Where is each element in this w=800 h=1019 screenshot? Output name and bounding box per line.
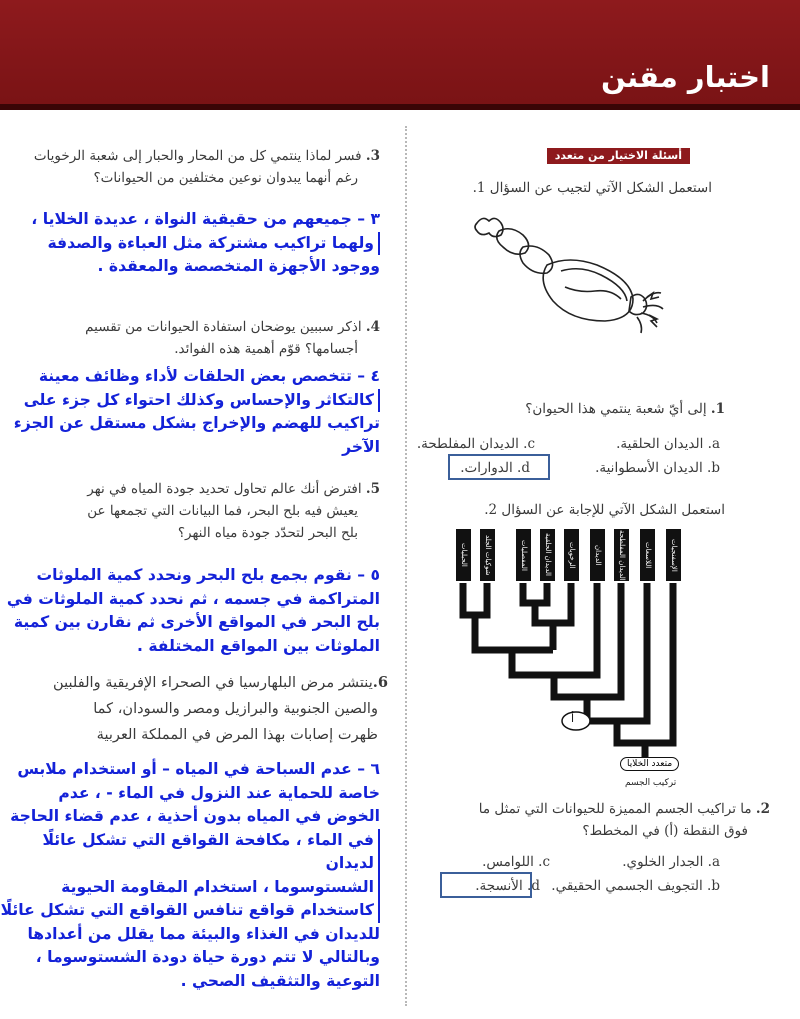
cladogram-tree: [450, 525, 700, 790]
question-text-cont: بلح البحر لتحدّد جودة مياه النهر؟: [177, 525, 358, 541]
option-b[interactable]: b. الديدان الأسطوانية.: [595, 460, 720, 476]
answer-line: ٤ – تتخصص بعض الحلقات لأداء وظائف معينة: [38, 367, 380, 385]
option-a[interactable]: a. الديدان الحلقية.: [616, 436, 720, 452]
clado-label-roundworms: الديدان: [590, 529, 605, 581]
point-a-label: أ: [571, 712, 575, 725]
node-label: متعدد الخلايا: [620, 757, 679, 771]
question-text: ينتشر مرض البلهارسيا في الصحراء الإفريقية والفلبين: [52, 674, 373, 691]
question-text-cont: فوق النقطة (أ) في المخطط؟: [582, 823, 748, 839]
answer-line: وبالتالي لا تتم دورة حياة دودة الشستوسوما ،: [35, 948, 380, 966]
answer-line: الآخر: [342, 437, 380, 456]
clado-label-cnidarians: اللاسعات: [640, 529, 655, 581]
answer-line: بلح البحر في المواقع الأخرى ثم نقارن بين كمية: [13, 613, 380, 631]
answer-line: الشستوسوما ، استخدام المقاومة الحيوية: [0, 876, 380, 900]
clado-label-echinoderms: شوكيات الجلد: [480, 529, 495, 581]
question-number: 5.: [365, 481, 380, 497]
instruction-q2: استعمل الشكل الآتي للإجابة عن السؤال 2.: [484, 502, 725, 518]
clado-label-chordates: الحبليات: [456, 529, 471, 581]
question-4: [10, 316, 380, 360]
answer-line: للديدان في الغذاء والبيئة مما يقلل من أعدادها: [27, 924, 380, 943]
question-2: [380, 798, 770, 842]
section-badge: أسئلة الاختيار من متعدد: [547, 148, 690, 164]
answer-line: ٣ – جميعهم من حقيقية النواة ، عديدة الخلايا ،: [31, 210, 380, 228]
header-underline: [0, 104, 800, 110]
rotifer-toe: [475, 218, 503, 236]
question-3: [10, 145, 380, 189]
cladogram: [450, 525, 700, 790]
question-text: افترض أنك عالم تحاول تحديد جودة المياه في نهر: [87, 481, 362, 497]
question-text: ما تراكيب الجسم المميزة للحيوانات التي تمثل ما: [478, 801, 752, 817]
question-number: 4.: [365, 319, 380, 335]
answer-line: كاستخدام قواقع تنافس القواقع التي تشكل عائلًا: [0, 899, 380, 923]
rotifer-illustration: [465, 205, 685, 345]
question-6: [8, 670, 388, 748]
answer-line: الملوثات بين المواقع المختلفة .: [136, 636, 380, 655]
clado-label-sponges: الإسفنجيات: [666, 529, 681, 581]
answer-line: كالتكاثر والإحساس وكذلك احتواء كل جزء على: [0, 389, 380, 413]
answer-line: المتراكمة في جسمه ، ثم نحدد كمية الملوثات في: [6, 589, 380, 608]
clado-label-mollusks: الرخويات: [564, 529, 579, 581]
question-1: [525, 398, 725, 420]
answer-highlight-box: [448, 454, 550, 480]
answer-line: ولهما تراكيب مشتركة مثل العباءة والصدفة: [0, 232, 380, 256]
option-d[interactable]: d. الأنسجة.: [475, 878, 540, 894]
answer-3: [0, 208, 380, 279]
question-number: 1.: [710, 401, 725, 417]
instruction-q1: استعمل الشكل الآتي لتجيب عن السؤال 1.: [472, 180, 712, 196]
answer-line: الخوض في المياه بدون أحذية ، عدم قضاء الحاجة: [10, 807, 380, 825]
answer-line: ٥ – نقوم بجمع بلح البحر ونحدد كمية الملوثات: [36, 566, 380, 584]
clado-label-arthropods: المفصليات: [516, 529, 531, 581]
answer-highlight-box: [440, 872, 532, 898]
option-b[interactable]: b. التجويف الجسمي الحقيقي.: [551, 878, 720, 894]
question-text-cont: أجسامها؟ قوّم أهمية هذه الفوائد.: [174, 341, 358, 357]
question-number: 3.: [365, 148, 380, 164]
answer-line: تراكيب للهضم والإخراج بشكل مستقل عن الجزء: [13, 414, 380, 432]
question-text: اذكر سببين يوضحان استفادة الحيوانات من تقسيم: [85, 319, 362, 335]
bottom-label: تركيب الجسم: [625, 778, 677, 788]
page-title: اختبار مقنن: [601, 60, 770, 94]
answer-line: في الماء ، مكافحة القواقع التي تشكل عائلًا لديدان: [0, 829, 380, 876]
rotifer-foot-segment: [520, 246, 553, 273]
question-text-cont: ظهرت إصابات بهذا المرض في المملكة العربية: [96, 726, 378, 743]
clado-label-annelids: الديدان الحلقية: [540, 529, 555, 581]
clado-label-flatworms: الديدان المفلطحة: [614, 529, 629, 581]
option-d[interactable]: d. الدوارات.: [460, 460, 530, 476]
option-a[interactable]: a. الجدار الخلوي.: [622, 854, 720, 870]
question-text-cont: يعيش فيه بلح البحر، فما البيانات التي تجمعها عن: [87, 503, 358, 519]
answer-line: ٦ – عدم السباحة في المياه – أو استخدام ملابس: [17, 760, 380, 778]
question-5: [10, 478, 380, 544]
answer-5: [0, 564, 380, 658]
question-number: 6.: [372, 674, 388, 691]
question-text-cont: رغم أنهما يبدوان نوعين مختلفين من الحيوانات؟: [93, 170, 358, 186]
rotifer-cilia: [637, 293, 663, 333]
question-text: إلى أيّ شعبة ينتمي هذا الحيوان؟: [525, 401, 707, 417]
question-number: 2.: [755, 801, 770, 817]
option-c[interactable]: c. اللوامس.: [482, 854, 550, 870]
column-divider: [405, 126, 407, 1006]
answer-6: [0, 758, 380, 993]
question-text-cont: والصين الجنوبية والبرازيل ومصر والسودان، كما: [93, 700, 378, 717]
answer-4: [0, 365, 380, 459]
point-a-marker: [562, 712, 590, 730]
answer-line: خاصة للحماية عند النزول في الماء - ، عدم: [58, 783, 380, 802]
answer-line: ووجود الأجهزة المتخصصة والمعقدة .: [97, 257, 380, 275]
rotifer-trunk: [543, 260, 633, 321]
option-c[interactable]: c. الديدان المفلطحة.: [416, 436, 535, 452]
question-text: فسر لماذا ينتمي كل من المحار والحبار إلى شعبة الرخويات: [33, 148, 362, 164]
answer-line: التوعية والتثقيف الصحي .: [180, 971, 380, 990]
